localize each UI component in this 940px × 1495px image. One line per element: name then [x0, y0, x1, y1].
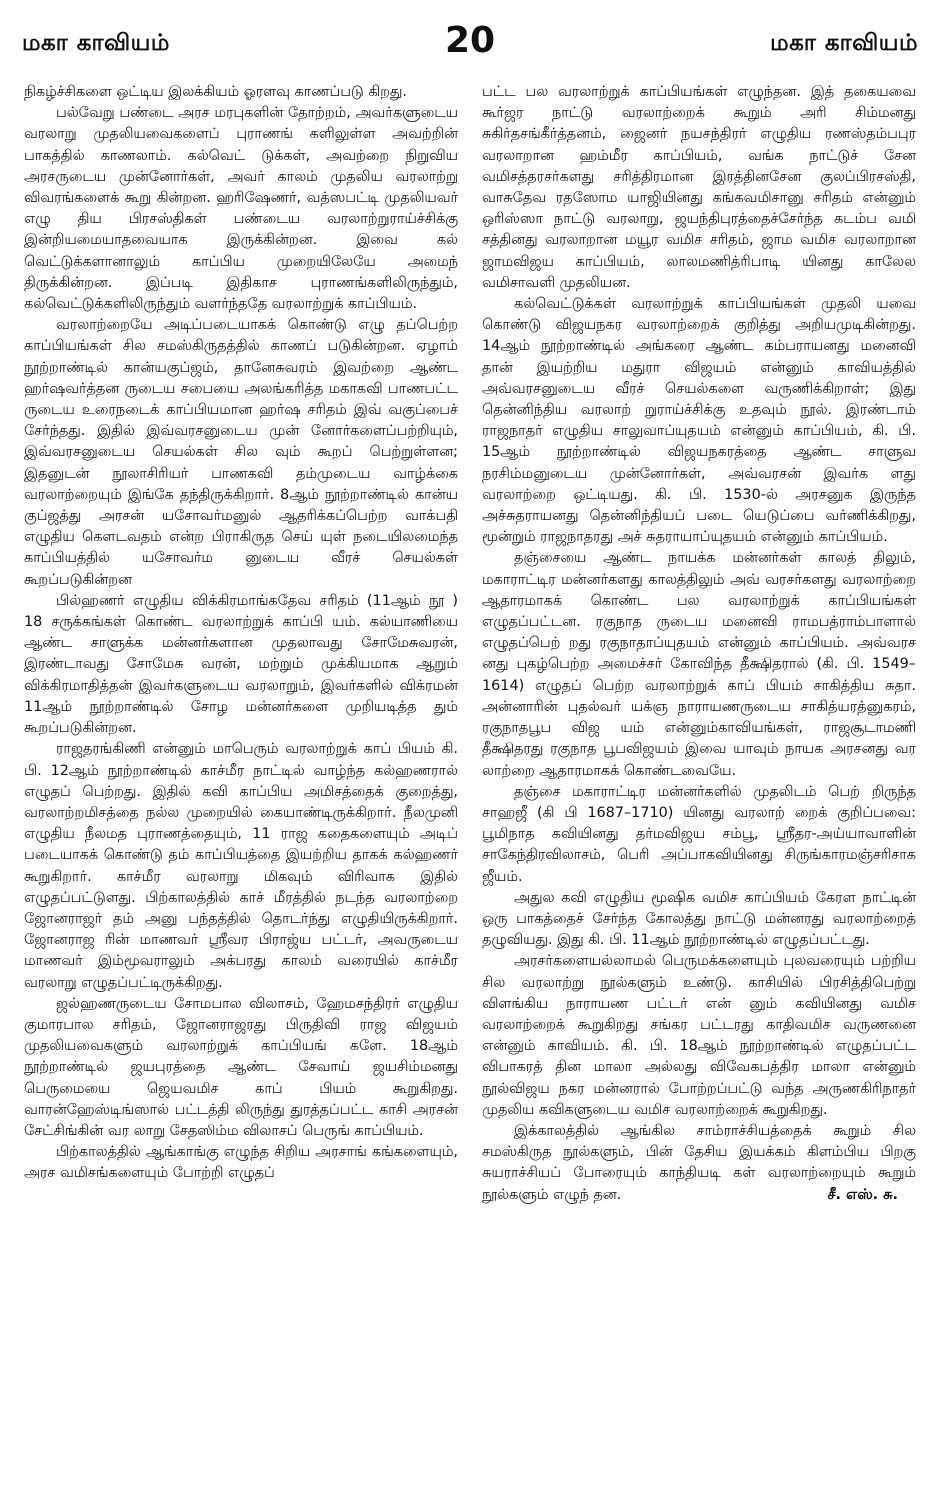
page-number: 20	[444, 20, 496, 61]
paragraph: தஞ்சையை ஆண்ட நாயக்க மன்னர்கள் காலத் திலும், மகாராட்டிர மன்னர்களது காலத்திலும் அவ் வரசர்களது வரலாற்றை ஆதாரமாகக் கொண்ட பல வரலாற்றுக் காப்பியங்கள் எழுதப்பட்டன. ரகுநாத ருடைய மனைவி ராமபத்ராம்பாளால் எழுதப்பெற் றது ரகுநாதாப்யுதயம் என்னும் காப்பியம். அவ்வரச னது புகழ்பெற்ற அமைச்சர் கோவிந்த தீக்ஷிதரால் (கி. பி. 1549–1614) எழுதப் பெற்ற வரலாற்றுக் காப் பியம் சாகித்திய சுதா. அன்னாரின் புதல்வர் யக்ஞ நாராயணருடைய சாகித்யரத்னுகரம், ரகுநாதபூப விஜ யம் என்னும்காவியங்கள், ராஜசூடாமணி தீக்ஷிதரது ரகுநாத பூபவிஜயம் இவை யாவும் நாயக அரசனது வர லாற்றை ஆதாரமாகக் கொண்டவையே.	[482, 550, 916, 779]
left-column	[24, 82, 458, 1482]
author-signature: சீ. எஸ். சு.	[827, 1186, 898, 1203]
paragraph: பல்வேறு பண்டை அரச மரபுகளின் தோற்றம், அவர்களுடைய வரலாறு முதலியவைகளைப் புராணங் களிலுள்ள அவற்றின் பாகத்தில் காணலாம். கல்வெட் டுக்கள், அவற்றை நிறுவிய அரசருடைய முன்னோர்கள், அவர் காலம் முதலிய வரலாற்று விவரங்களைக் கூறு கின்றன. ஹரிஷேணர், வத்ஸபட்டி முதலியவர் எழு திய பிரசஸ்திகள் பண்டைய வரலாற்றுராய்ச்சிக்கு இன்றியமையாதவையாக இருக்கின்றன. இவை கல் வெட்டுக்களானாலும் காப்பிய முறையிலேயே அமைந் திருக்கின்றன. இப்படி இதிகாச புராணங்களிலிருந்தும், கல்வெட்டுக்களிலிருந்தும் வளர்ந்ததே வரலாற்றுக் காப்பியம்.	[24, 105, 458, 313]
paragraph: கல்வெட்டுக்கள் வரலாற்றுக் காப்பியங்கள் முதலி யவை கொண்டு விஜயநகர வரலாற்றைக் குறித்து அறியமுடிகின்றது. 14ஆம் நூற்றாண்டில் அங்கரை ஆண்ட கம்பராயனது மனைவி தான் இயற்றிய மதுரா விஜயம் என்னும் காவியத்தில் அவ்வரசனுடைய வீரச் செயல்களை வருணிக்கிறாள்; இது தென்னிந்திய வரலாற் றுராய்ச்சிக்கு உதவும் நூல். இரண்டாம் ராஜநாதர் எழுதிய சாலுவாப்யுதயம் என்னும் காப்பியம், கி. பி. 15ஆம் நூற்றாண்டில் விஜயநகரத்தை ஆண்ட சாளுவ நரசிம்மனுடைய முன்னோர்கள், அவ்வரசன் இவர்க ளது வரலாற்றை ஒட்டியது. கி. பி. 1530-ல் அரசனுக இருந்த அச்சுதராயனது தென்னிந்தியப் படை யெடுப்பை வர்ணிக்கிறது, மூன்றும் ராஜநாதரது அச் சுதராயாப்யுதயம் என்னும் காப்பியம்.	[482, 296, 916, 546]
paragraph: பிற்காலத்தில் ஆங்காங்கு எழுந்த சிறிய அரசாங் கங்களையும், அரச வமிசங்களையும் போற்றி எழுதப்	[24, 1144, 458, 1182]
paragraph: அரசர்களையல்லாமல் பெருமக்களையும் புலவரையும் பற்றிய சில வரலாற்று நூல்களும் உண்டு. காசியில் பிரசித்திபெற்று விளங்கிய நாராயண பட்டர் என் னும் கவியினது வமிச வரலாற்றைக் கூறுகிறது சங்கர பட்டரது காதிவமிச வருணனை என்னும் காவியம். கி. பி. 18ஆம் நூற்றாண்டில் எழுதப்பட்ட விபாகரத் தின மாலா அல்லது விவேகபத்திர மாலா என்னும் நூல்விஜய நகர மன்னரால் போற்றப்பட்டு வந்த அருணகிரிநாதர் முதலிய கவிகளுடைய வமிச வரலாற்றைக் கூறுகிறது.	[482, 953, 916, 1118]
running-title-right: மகா காவியம்	[770, 30, 918, 56]
paragraph: ராஜதரங்கிணி என்னும் மாபெரும் வரலாற்றுக் காப் பியம் கி. பி. 12ஆம் நூற்றாண்டில் காச்மீர நாட்டில் வாழ்ந்த கல்ஹணரால் எழுதப் பெற்றது. இதில் கவி காப்பிய அமிசத்தைக் குறைத்து, வரலாற்றமிசத்தை நல்ல முறையில் கையாண்டிருக்கிறார். நீலமுனி எழுதிய நீலமத புராணத்தையும், 11 ராஜ கதைகளையும் அடிப் படையாகக் கொண்டு தம் காப்பியத்தை இயற்றிய தாகக் கல்ஹணர் கூறுகிறார். காச்மீர வரலாறு மிகவும் விரிவாக இதில் எழுதப்பட்டுளது. பிற்காலத்தில் காச் மீரத்தில் நடந்த வரலாற்றை ஜோனராஜர் தம் அனு பந்தத்தில் தொடர்ந்து எழுதியிருக்கிறார். ஜோனராஜ ரின் மாணவர் ஸ்ரீவர பிராஜ்ய பட்டர், அவருடைய மாணவர் இம்மூவராலும் அக்பரது காலம் வரையில் காச்மீர வரலாறு எழுதப்பட்டிருக்கிறது.	[24, 741, 458, 991]
paragraph: தஞ்சை மகாராட்டிர மன்னர்களில் முதலிடம் பெற் றிருந்த சாஹஜீ (கி பி 1687–1710) யினது வரலாற் றைக் குறிப்பவை: பூமிநாத கவியினது தர்மவிஜய சம்பூ, ஸ்ரீதர-அய்யாவாளின் சாகேந்திரவிலாசம், பெரி அப்பாகவியினது சிருங்காரமஞ்சரிசாக ஜீயம்.	[482, 783, 916, 885]
running-title-left: மகா காவியம்	[22, 30, 170, 56]
page-header	[22, 22, 918, 66]
paragraph: நிகழ்ச்சிகளை ஒட்டிய இலக்கியம் ஓரளவு காணப்படு கிறது.	[24, 84, 407, 100]
paragraph: பில்ஹணர் எழுதிய விக்கிரமாங்கதேவ சரிதம் (11ஆம் நூ ) 18 சருக்கங்கள் கொண்ட வரலாற்றுக் காப்பி யம். கல்யாணியை ஆண்ட சாளுக்க மன்னர்களான முதலாவது சோமேசுவரன், இரண்டாவது சோமேசு வரன், மற்றும் முக்கியமாக ஆறும் விக்கிரமாதித்தன் இவர்களுடைய வரலாறும், இவர்களில் விக்ரமன் 11ஆம் நூற்றாண்டில் சோழ மன்னர்களை முறியடித்த தும் கூறப்படுகின்றன.	[24, 592, 458, 737]
paragraph: பட்ட பல வரலாற்றுக் காப்பியங்கள் எழுந்தன. இத் தகையவை கூர்ஜர நாட்டு வரலாற்றைக் கூறும் அரி சிம்மனது சுகிர்தசங்கீர்த்தனம், ஜைனர் நயசந்திரர் எழுதிய ரணஸ்தம்பபுர வரலாறான ஹம்மீர காப்பியம், வங்க நாட்டுச் சேன வமிசத்தரசர்களது சரித்திரமான இரத்தினசேன குலப்பிரசஸ்தி, வாசுதேவ ரதஸோம யாஜியினது கங்கவமிசானு சரிதம் என்னும் ஒரிஸ்ஸா நாட்டு வரலாறு, ஜயந்திபுரத்தைச்சேர்ந்த கடம்ப வமி சத்தினது வரலாறான மயூர வமிச சரிதம், ஜாம வமிச வரலாறான ஜாமவிஜய காப்பியம், லாலமணித்ரிபாடி யினது காலேல வமிசாவளி முதலியன.	[482, 84, 916, 291]
paragraph: ஜல்ஹணருடைய சோமபால விலாசம், ஹேமசந்திரர் எழுதிய குமாரபால சரிதம், ஜோனராஜரது பிருதிவி ராஜ விஜயம் முதலியவைகளும் வரலாற்றுக் காப்பியங் களே. 18ஆம் நூற்றாண்டில் ஜயபுரத்தை ஆண்ட சேவாய் ஜயசிம்மனது பெருமையை ஜெயவமிச காப் பியம் கூறுகிறது. வாரன்ஹேஸ்டிங்ஸால் பட்டத்தி லிருந்து துரத்தப்பட்ட காசி அரசன் சேட்சிங்கின் வர லாறு சேதஸிம்ம விலாசப் பெருங் காப்பியம்.	[24, 995, 458, 1139]
paragraph: வரலாற்றையே அடிப்படையாகக் கொண்டு எழு தப்பெற்ற காப்பியங்கள் சில சமஸ்கிருதத்தில் காணப் படுகின்றன. ஏழாம் நூற்றாண்டில் கான்யகுப்ஜம், தானேசுவரம் இவற்றை ஆண்ட ஹர்ஷவர்த்தன ருடைய சபையை அலங்கரித்த மகாகவி பாணபட்ட ருடைய உரைநடைக் காப்பியமான ஹர்ஷ சரிதம் இவ் வகுப்பைச் சேர்ந்தது. இதில் இவ்வரசனுடைய முன் னோர்களைப்பற்றியும், இவ்வரசனுடைய செயல்கள் சில வும் கூறப் பெற்றுள்ளன; இதனுடன் நூலாசிரியர் பாணகவி தம்முடைய வாழ்க்கை வரலாற்றையும் இங்கே தந்திருக்கிறார். 8ஆம் நூற்றாண்டில் கான்ய குப்ஜத்து அரசன் யசோவர்மனுல் ஆதரிக்கப்பெற்ற வாக்பதி எழுதிய கௌடவதம் என்ற பிராகிருத செய் யுள் நடையிலமைந்த காப்பியத்தில் யசோவர்ம னுடைய வீரச் செயல்கள் கூறப்படுகின்றன	[24, 317, 458, 588]
paragraph: இக்காலத்தில் ஆங்கில சாம்ராச்சியத்தைக் கூறும் சில சமஸ்கிருத நூல்களும், பின் தேசிய இயக்கம் கிளம்பிய பிறகு சுயராச்சியப் போரையும் காந்தியடி கள் வரலாற்றையும் கூறும் நூல்களும் எழுந் தன.	[482, 1122, 916, 1203]
paragraph: அதுல கவி எழுதிய மூஷிக வமிச காப்பியம் கேரள நாட்டின் ஒரு பாகத்தைச் சேர்ந்த கோலத்து நாட்டு மன்னரது வரலாற்றைத் தழுவியது. இது கி. பி. 11ஆம் நூற்றாண்டில் எழுதப்பட்டது.	[482, 889, 916, 949]
right-column	[482, 82, 916, 1482]
